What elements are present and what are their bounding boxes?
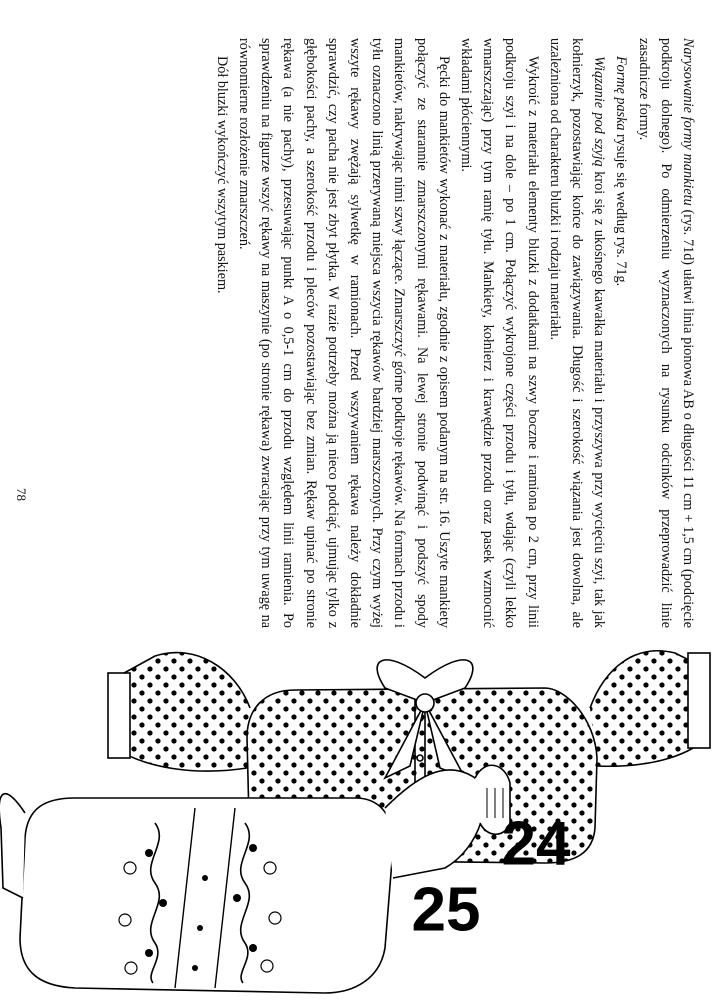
paragraph-cutting bbox=[455, 38, 544, 628]
text-cuff-form: (rys. 71d) ułatwi linia pionowa AB o długości 11 cm + 1,5 cm (podcięcie podkroju dolnego). Po odmierzeniu wyznaczonych na rysunku odcinków przeprowadzić linie zasadnicze formy. bbox=[635, 38, 696, 628]
paragraph-neck-tie bbox=[544, 38, 611, 628]
paragraph-cuff-form bbox=[632, 38, 699, 628]
page-number: 78 bbox=[14, 488, 29, 501]
figure-label-25: 25 bbox=[411, 875, 481, 945]
term-neck-tie: Wiązanie pod szyją bbox=[591, 56, 608, 167]
text-neck-tie: kroi się z ukośnego kawałka materiału i przyszywa przy wycięciu szyi, tak jak kołnierzyk, pozostawiając końce do zawiązywania. Długość i szerokość wiązania jest dowolna, ale uzależniona od charakteru bluzki i rodzaju materiału. bbox=[546, 38, 608, 628]
blouse-illustrations bbox=[0, 648, 715, 1002]
body-text bbox=[211, 38, 699, 628]
text-cutting: Wykroić z materiału elementy bluzki z dodatkami na szwy boczne i ramiona po 2 cm, przy linii podkroju szyi i na dole – po 1 cm. Połączyć wykrojone części przodu i tyłu, wdając (czyli lekko wmarszczając) przy tym ramię tyłu. Mankiety, kołnierz i krawędzie przodu oraz pasek wzmocnić wkładami płóciennymi. bbox=[457, 38, 541, 628]
term-cuff-form: Narysowanie formy mankietu bbox=[680, 38, 696, 206]
text-belt-form: rysuje się według rys. 71g. bbox=[613, 130, 630, 287]
term-belt-form: Formę paska bbox=[613, 56, 630, 131]
paragraph-hem bbox=[211, 38, 233, 628]
paragraph-belt-form bbox=[610, 38, 632, 628]
figure-label-24: 24 bbox=[501, 809, 571, 879]
text-sleeves: Pęcki do mankietów wykonać z materiału, zgodnie z opisem podanym na str. 16. Uszyte mankiety połączyć ze starannie zmarszczonymi rękawami. Na lewej stronie podwinąć i podszyć spody mankietów, nakrywając nimi szwy łączące. Zmarszczyć górne podkroje rękawów. Na formach przodu i tyłu oznaczono linią przerywaną miejsca wszycia rękawów bardziej marszczonych. Przy czym wyżej wszyte rękawy zwężają sylwetkę w ramionach. Przed wszywaniem rękawa należy dokładnie sprawdzić, czy pacha nie jest zbyt płytka. W razie potrzeby można ją nieco podciąć, ujmując tylko z głębokości pachy, a szerokość przodu i pleców pozostawiając bez zmian. Rękaw upinać po stronie rękawa (a nie pachy), przesuwając punkt A o 0,5-1 cm do przodu względem linii ramienia. Po sprawdzeniu na figurze wszyć rękawy na maszynie (po stronie rękawa) zwracając przy tym uwagę na równomierne rozłożenie zmarszczeń. bbox=[235, 38, 452, 628]
text-hem: Dół bluzki wykończyć wszytym paskiem. bbox=[213, 56, 230, 294]
paragraph-sleeves bbox=[233, 38, 455, 628]
